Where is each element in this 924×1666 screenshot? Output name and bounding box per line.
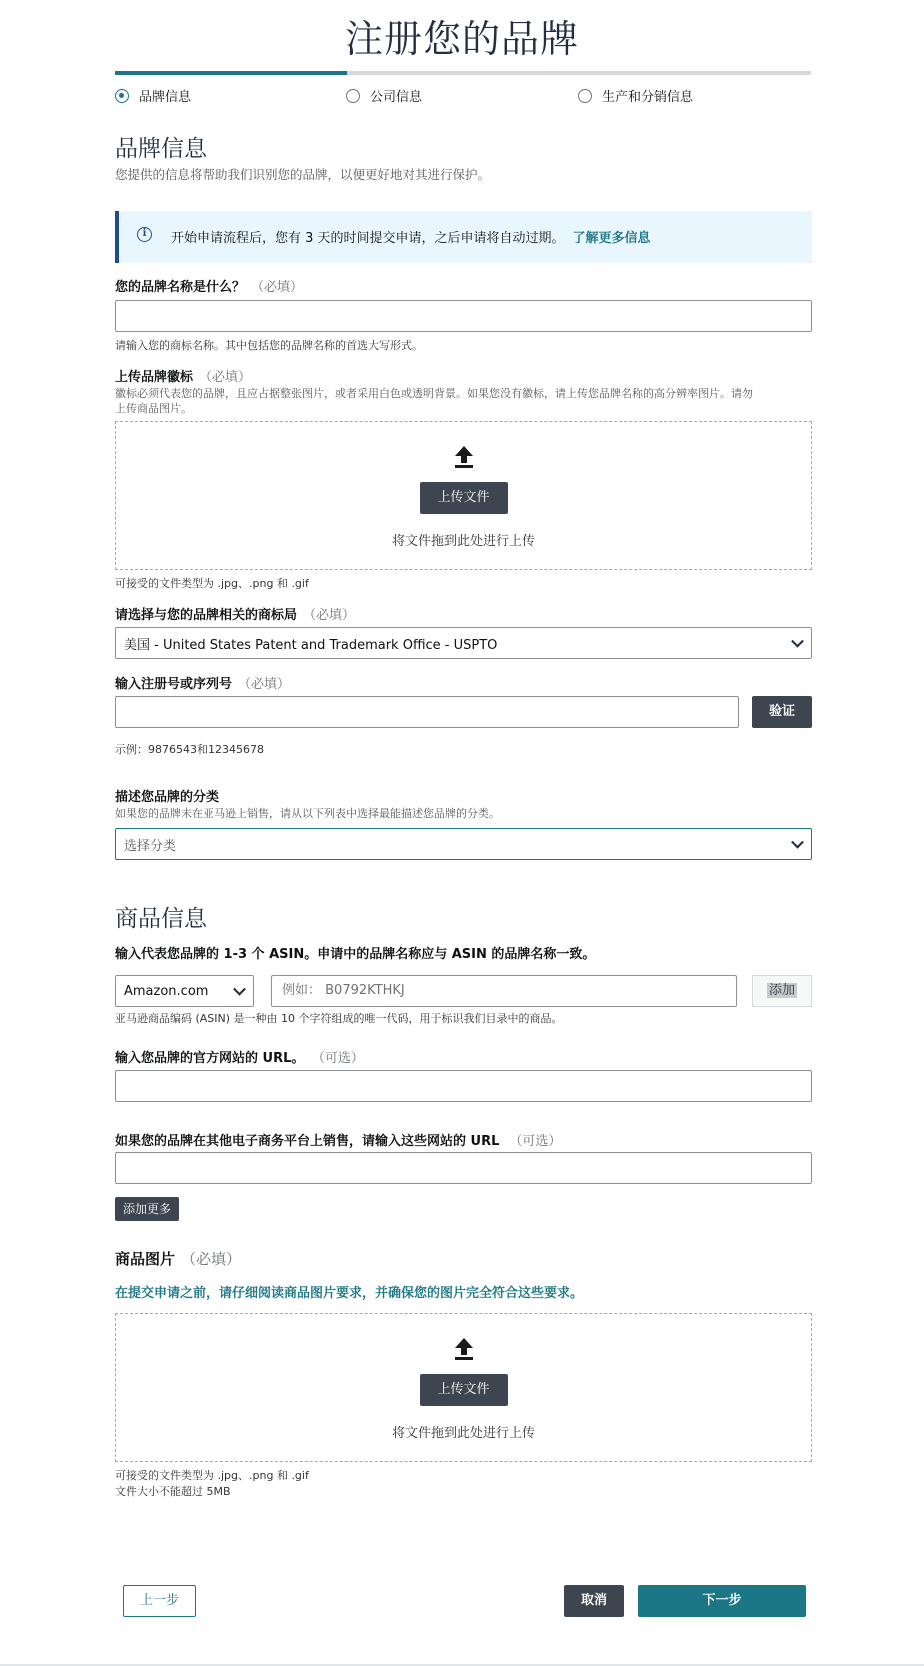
- product-images-label-text: 商品图片: [115, 1250, 176, 1268]
- optional-tag: （可选）: [509, 1134, 562, 1149]
- logo-accepted-types: 可接受的文件类型为 .jpg、.png 和 .gif: [115, 577, 309, 590]
- optional-tag: （可选）: [318, 1051, 364, 1066]
- logo-description-line2: 上传商品图片。: [115, 402, 192, 415]
- page-title: 注册您的品牌: [344, 17, 579, 61]
- next-button[interactable]: 下一步: [638, 1585, 806, 1617]
- product-images-dropzone[interactable]: [115, 1313, 812, 1462]
- logo-label: [115, 366, 251, 385]
- upload-logo-button[interactable]: 上传文件: [420, 482, 508, 514]
- brand-name-label-text: 您的品牌名称是什么？: [115, 280, 246, 295]
- cancel-button[interactable]: 取消: [564, 1585, 624, 1617]
- chevron-down-icon: [791, 635, 804, 648]
- step-label: 生产和分销信息: [602, 90, 694, 105]
- step-label: 公司信息: [370, 90, 423, 105]
- category-description: 如果您的品牌未在亚马逊上销售，请从以下列表中选择最能描述您品牌的分类。: [115, 807, 500, 820]
- required-tag: （必填）: [251, 280, 304, 295]
- website-url-input[interactable]: [115, 1070, 812, 1102]
- drop-text: 将文件拖到此处进行上传: [391, 534, 535, 549]
- product-images-label: [115, 1248, 241, 1269]
- notice-text: 开始申请流程后，您有 3 天的时间提交申请，之后申请将自动过期。: [171, 231, 565, 246]
- upload-icon: [455, 1338, 473, 1360]
- upload-product-images-button[interactable]: 上传文件: [420, 1374, 508, 1406]
- registration-number-input[interactable]: [115, 696, 739, 728]
- step-radio[interactable]: [346, 89, 360, 103]
- other-sites-label: [115, 1130, 561, 1149]
- required-tag: （必填）: [199, 370, 252, 385]
- marketplace-select[interactable]: [115, 975, 254, 1007]
- office-label: [115, 604, 355, 623]
- images-max-size: 文件大小不能超过 5MB: [115, 1485, 231, 1498]
- step-label: 品牌信息: [139, 90, 192, 105]
- previous-button[interactable]: 上一步: [123, 1585, 196, 1617]
- trademark-office-select[interactable]: [115, 627, 812, 659]
- progress-bar: [115, 71, 811, 75]
- required-tag: （必填）: [238, 677, 291, 692]
- brand-name-hint: 请输入您的商标名称。其中包括您的品牌名称的首选大写形式。: [115, 339, 423, 352]
- brand-info-heading: 品牌信息: [115, 136, 207, 162]
- step-radio-active[interactable]: [115, 89, 129, 103]
- category-value: 选择分类: [124, 838, 177, 854]
- step-brand-info[interactable]: [115, 86, 191, 105]
- add-asin-button[interactable]: [752, 975, 812, 1007]
- trademark-office-value: 美国 - United States Patent and Trademark Office - USPTO: [124, 637, 498, 653]
- regno-label: [115, 673, 290, 692]
- notice-text-wrap: [171, 227, 651, 246]
- website-label: [115, 1047, 364, 1066]
- asin-hint: 亚马逊商品编码 (ASIN) 是一种由 10 个字符组成的唯一代码，用于标识我们目录中的商品。: [115, 1012, 563, 1025]
- step-company-info[interactable]: [346, 86, 422, 105]
- product-info-heading: 商品信息: [115, 906, 207, 932]
- brand-info-description: 您提供的信息将帮助我们识别您的品牌，以便更好地对其进行保护。: [115, 167, 491, 182]
- other-sites-label-text: 如果您的品牌在其他电子商务平台上销售，请输入这些网站的 URL: [115, 1134, 500, 1149]
- chevron-down-icon: [233, 983, 246, 996]
- progress-fill: [115, 71, 347, 75]
- website-label-text: 输入您品牌的官方网站的 URL。: [115, 1051, 305, 1066]
- add-asin-label: 添加: [768, 983, 795, 998]
- image-requirements-link[interactable]: 在提交申请之前，请仔细阅读商品图片要求，并确保您的图片完全符合这些要求。: [115, 1286, 584, 1301]
- logo-description-line1: 徽标必须代表您的品牌，且应占据整张图片，或者采用白色或透明背景。如果您没有徽标，请上传您品牌名称的高分辨率图片。请勿: [115, 387, 753, 400]
- office-label-text: 请选择与您的品牌相关的商标局: [115, 608, 298, 623]
- regno-example: 示例：9876543和12345678: [115, 743, 264, 756]
- images-accepted-types: 可接受的文件类型为 .jpg、.png 和 .gif: [115, 1469, 309, 1482]
- asin-label: 输入代表您品牌的 1-3 个 ASIN。申请中的品牌名称应与 ASIN 的品牌名称一致。: [115, 947, 596, 962]
- logo-label-text: 上传品牌徽标: [115, 370, 194, 385]
- other-sites-url-input[interactable]: [115, 1152, 812, 1184]
- expiry-notice: [115, 211, 812, 263]
- learn-more-link[interactable]: 了解更多信息: [572, 231, 651, 246]
- drop-text: 将文件拖到此处进行上传: [391, 1426, 535, 1441]
- verify-button[interactable]: 验证: [752, 696, 812, 728]
- logo-dropzone[interactable]: [115, 421, 812, 570]
- info-icon: i: [137, 227, 152, 242]
- brand-name-input[interactable]: [115, 300, 812, 332]
- marketplace-value: Amazon.com: [124, 983, 209, 999]
- category-label: 描述您品牌的分类: [115, 790, 220, 805]
- chevron-down-icon: [791, 836, 804, 849]
- step-distribution-info[interactable]: [578, 86, 693, 105]
- required-tag: （必填）: [303, 608, 356, 623]
- brand-name-label: [115, 276, 303, 295]
- upload-icon: [455, 446, 473, 468]
- regno-label-text: 输入注册号或序列号: [115, 677, 233, 692]
- required-tag: （必填）: [181, 1250, 242, 1268]
- asin-input[interactable]: 例如： B0792KTHKJ: [271, 975, 737, 1007]
- step-radio[interactable]: [578, 89, 592, 103]
- category-select[interactable]: [115, 828, 812, 860]
- add-more-button[interactable]: 添加更多: [115, 1197, 179, 1221]
